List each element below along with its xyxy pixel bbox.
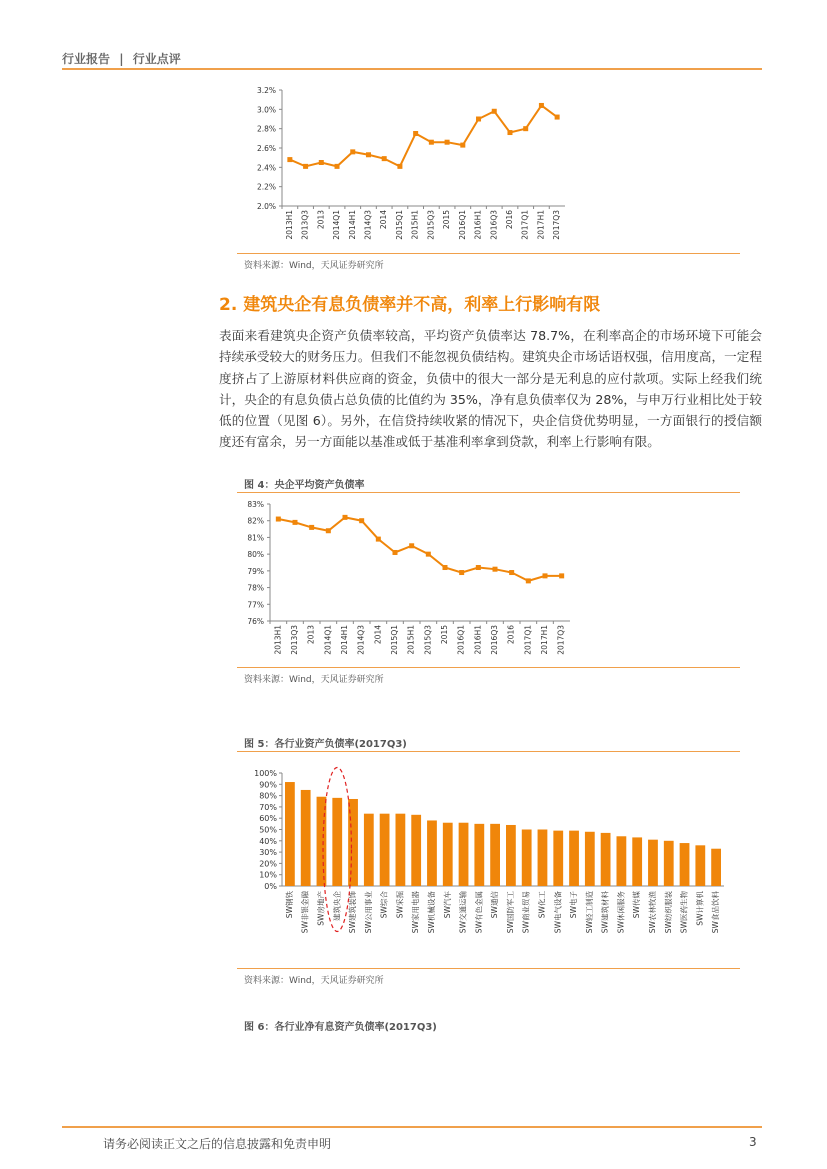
x-tick-label: 2013H1 <box>284 210 294 240</box>
fig4-title: 图 4：央企平均资产负债率 <box>244 480 365 491</box>
x-tick-label: 2013Q3 <box>300 210 310 240</box>
footer-notice: 请务必阅读正文之后的信息披露和免责申明 <box>103 1137 332 1151</box>
report-header <box>62 50 181 67</box>
fig4-bottom-rule <box>237 667 740 668</box>
x-tick-label: 2017Q3 <box>556 625 566 655</box>
x-tick-label: SW纺织服装 <box>663 891 673 934</box>
data-point <box>343 515 348 520</box>
x-tick-label: SW公用事业 <box>363 891 373 934</box>
x-tick-label: SW电子 <box>569 891 579 919</box>
fig5-source: 资料来源：Wind，天风证券研究所 <box>244 976 384 986</box>
bar <box>601 833 611 886</box>
bar <box>427 820 437 886</box>
y-tick-label: 30% <box>259 848 277 858</box>
y-tick-label: 3.0% <box>256 105 276 115</box>
bar <box>538 830 548 887</box>
section-paragraph: 表面来看建筑央企资产负债率较高，平均资产负债率达 78.7%，在利率高企的市场环境下可能会持续承受较大的财务压力。但我们不能忽视负债结构。建筑央企市场话语权强，信用度高，一定程度挤占了上游原材料供应商的资金，负债中的很大一部分是无利息的应付款项。实际上经我们统计，央企的有息负债占总负债的比值约为 35%，净有息负债率仅为 28%，与申万行业相比处于较低的位置（见图 6）。另外，在信贷持续收紧的情况下，央企信贷优势明显，一方面银行的授信额度还有富余，另一方面能以基准或低于基准利率拿到贷款，利率上行影响有限。 <box>219 328 762 450</box>
x-tick-label: 2014 <box>373 625 383 645</box>
x-tick-label: 2017Q1 <box>523 625 533 655</box>
x-tick-label: 2017Q3 <box>552 210 562 240</box>
x-tick-label: 2015Q3 <box>426 210 436 240</box>
bar <box>332 798 342 886</box>
section-title: 2. 建筑央企有息负债率并不高，利率上行影响有限 <box>219 295 601 315</box>
x-tick-label: SW有色金属 <box>474 891 484 934</box>
x-tick-label: 2016H1 <box>473 625 483 655</box>
y-tick-label: 20% <box>259 859 277 869</box>
y-tick-label: 2.8% <box>256 124 276 134</box>
y-tick-label: 81% <box>247 533 264 543</box>
bar <box>411 815 421 886</box>
data-point <box>443 565 448 570</box>
data-point <box>303 164 308 169</box>
data-point <box>526 578 531 583</box>
fig4-top-rule <box>237 492 740 493</box>
bar <box>459 823 469 886</box>
fig4-line-chart <box>230 494 750 666</box>
chart-top-line <box>230 82 750 252</box>
data-point <box>409 543 414 548</box>
page-number: 3 <box>749 1135 757 1149</box>
x-tick-label: 2014 <box>379 210 389 230</box>
data-point <box>366 152 371 157</box>
x-tick-label: 2015Q1 <box>390 625 399 655</box>
x-tick-label: 2014Q3 <box>363 210 373 240</box>
data-point <box>523 126 528 131</box>
x-tick-label: SW商业贸易 <box>521 891 531 934</box>
bar <box>285 782 295 886</box>
x-tick-label: SW计算机 <box>695 891 705 926</box>
data-point <box>309 525 314 530</box>
data-point <box>459 570 464 575</box>
y-tick-label: 100% <box>254 769 277 778</box>
x-tick-label: SW农林牧渔 <box>647 891 657 934</box>
x-tick-label: 2013 <box>316 210 326 230</box>
y-tick-label: 77% <box>247 600 264 610</box>
data-point <box>539 103 544 108</box>
data-point <box>460 143 465 148</box>
bar <box>585 832 595 886</box>
x-tick-label: 2013H1 <box>273 625 283 655</box>
bar <box>506 825 516 886</box>
x-tick-label: 2016Q1 <box>457 209 467 240</box>
data-point <box>507 130 512 135</box>
x-tick-label: 2014Q1 <box>332 210 342 240</box>
y-tick-label: 80% <box>259 791 277 801</box>
x-tick-label: SW房地产 <box>316 891 326 926</box>
x-tick-label: 2017Q1 <box>520 210 530 240</box>
fig5-title: 图 5：各行业资产负债率(2017Q3) <box>244 739 407 750</box>
x-tick-label: 2016 <box>504 210 514 230</box>
x-tick-label: 2016H1 <box>473 210 483 240</box>
bar <box>364 814 374 886</box>
bar <box>695 845 705 886</box>
bar <box>522 830 532 887</box>
data-point <box>376 537 381 542</box>
x-tick-label: SW医药生物 <box>679 891 689 934</box>
x-tick-label: SW电气设备 <box>553 891 563 934</box>
x-tick-label: SW建筑装饰 <box>348 891 358 934</box>
data-point <box>492 109 497 114</box>
fig5-bar-chart <box>230 758 750 968</box>
bar <box>553 831 563 886</box>
y-tick-label: 2.6% <box>256 144 276 153</box>
y-tick-label: 78% <box>247 583 264 593</box>
x-tick-label: 2015 <box>442 210 452 230</box>
x-tick-label: SW轻工制造 <box>584 891 594 934</box>
data-point <box>359 518 364 523</box>
x-tick-label: 2014Q1 <box>323 625 333 655</box>
x-tick-label: 2016Q1 <box>456 625 466 655</box>
bar <box>443 823 453 886</box>
bar <box>711 849 721 886</box>
data-point <box>276 517 281 522</box>
bar <box>664 841 674 886</box>
x-tick-label: 2015H1 <box>410 210 420 240</box>
y-tick-label: 50% <box>259 825 277 835</box>
data-point <box>326 528 331 533</box>
data-point <box>287 157 292 162</box>
bar <box>569 831 579 886</box>
x-tick-label: 2014Q3 <box>356 625 366 655</box>
data-point <box>350 149 355 154</box>
y-tick-label: 40% <box>259 836 277 846</box>
x-tick-label: SW汽车 <box>442 891 452 919</box>
y-tick-label: 3.2% <box>256 86 276 95</box>
series-line <box>278 517 561 581</box>
y-tick-label: 76% <box>247 617 264 626</box>
x-tick-label: 2013 <box>306 625 316 645</box>
series-line <box>290 105 557 166</box>
header-left: 行业报告 <box>62 52 111 66</box>
x-tick-label: SW钢铁 <box>284 891 294 919</box>
data-point <box>429 140 434 145</box>
x-tick-label: 2015 <box>440 625 449 645</box>
bar <box>380 814 390 886</box>
bar <box>490 824 500 886</box>
x-tick-label: 2015Q3 <box>423 625 433 655</box>
y-tick-label: 0% <box>264 882 277 891</box>
x-tick-label: SW国防军工 <box>505 891 515 934</box>
x-tick-label: SW通信 <box>490 891 500 919</box>
data-point <box>543 573 548 578</box>
footer-rule <box>62 1126 762 1128</box>
y-tick-label: 60% <box>259 814 277 824</box>
data-point <box>555 115 560 120</box>
header-rule <box>62 68 762 70</box>
data-point <box>397 164 402 169</box>
x-tick-label: SW建筑材料 <box>600 891 610 934</box>
fig-top-bottom-rule <box>237 253 740 254</box>
y-tick-label: 80% <box>247 550 264 560</box>
x-tick-label: 2013Q3 <box>290 625 299 655</box>
data-point <box>319 160 324 165</box>
data-point <box>476 565 481 570</box>
x-tick-label: 2016 <box>506 625 516 645</box>
fig-top-source: 资料来源：Wind，天风证券研究所 <box>244 261 384 271</box>
header-right: 行业点评 <box>132 52 181 66</box>
data-point <box>335 164 340 169</box>
bar <box>680 843 690 886</box>
bar <box>616 836 626 886</box>
x-tick-label: 2015H1 <box>406 625 416 655</box>
x-tick-label: 2014H1 <box>347 210 357 240</box>
bar <box>474 824 484 886</box>
data-point <box>393 550 398 555</box>
x-tick-label: SW综合 <box>379 891 389 919</box>
x-tick-label: SW食品饮料 <box>711 891 721 934</box>
x-tick-label: SW化工 <box>537 891 547 919</box>
y-tick-label: 83% <box>247 500 264 509</box>
x-tick-label: 2015Q1 <box>394 210 404 240</box>
y-tick-label: 70% <box>259 802 277 812</box>
data-point <box>293 520 298 525</box>
data-point <box>445 140 450 145</box>
x-tick-label: 建筑央企 <box>332 891 342 921</box>
x-tick-label: SW家用电器 <box>411 891 421 934</box>
data-point <box>509 570 514 575</box>
bar <box>395 814 405 886</box>
y-tick-label: 2.4% <box>256 163 276 173</box>
x-tick-label: SW机械设备 <box>426 891 436 934</box>
x-tick-label: 2016Q3 <box>490 625 499 655</box>
data-point <box>382 156 387 161</box>
y-tick-label: 10% <box>259 870 277 880</box>
header-separator: | <box>119 52 124 66</box>
bar <box>317 797 327 886</box>
y-tick-label: 2.0% <box>256 202 276 211</box>
fig4-source: 资料来源：Wind，天风证券研究所 <box>244 675 384 685</box>
y-tick-label: 2.2% <box>256 182 276 192</box>
fig6-title: 图 6：各行业净有息资产负债率(2017Q3) <box>244 1022 437 1033</box>
x-tick-label: 2017H1 <box>540 625 549 655</box>
x-tick-label: 2016Q3 <box>489 210 499 240</box>
fig5-top-rule <box>237 751 740 752</box>
x-tick-label: 2017H1 <box>536 210 546 240</box>
data-point <box>476 117 481 122</box>
fig5-bottom-rule <box>237 968 740 969</box>
y-tick-label: 79% <box>247 566 264 576</box>
x-tick-label: SW休闲服务 <box>616 891 626 934</box>
bar <box>301 790 311 886</box>
data-point <box>426 552 431 557</box>
bar <box>648 840 658 886</box>
data-point <box>559 573 564 578</box>
x-tick-label: SW交通运输 <box>458 891 468 934</box>
y-tick-label: 82% <box>247 516 264 526</box>
x-tick-label: SW传媒 <box>632 891 642 919</box>
bar <box>632 837 642 886</box>
y-tick-label: 90% <box>259 780 277 790</box>
data-point <box>493 567 498 572</box>
x-tick-label: 2014H1 <box>340 625 349 655</box>
data-point <box>413 131 418 136</box>
x-tick-label: SW采掘 <box>395 891 405 919</box>
x-tick-label: SW非银金融 <box>300 891 310 934</box>
